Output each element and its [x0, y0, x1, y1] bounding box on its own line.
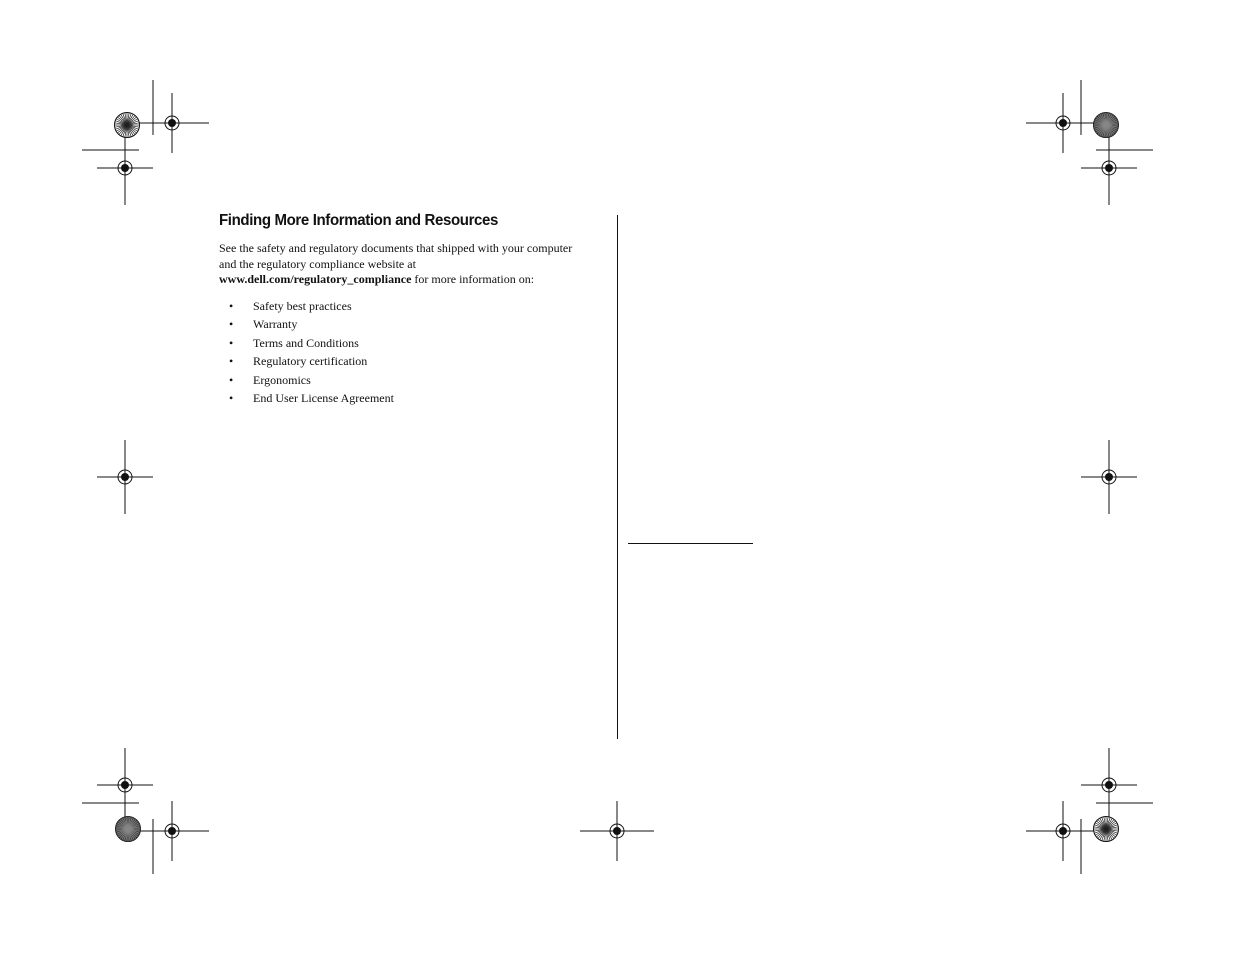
- intro-paragraph: [219, 241, 609, 288]
- registration-mark-icon: [135, 93, 209, 153]
- list-item-label: Warranty: [253, 317, 298, 332]
- intro-tail: for more information on:: [411, 272, 535, 286]
- registration-mark-icon: [1081, 748, 1137, 822]
- resource-list: [219, 297, 609, 409]
- bullet-icon: •: [229, 335, 234, 350]
- registration-mark-icon: [1081, 440, 1137, 514]
- bullet-icon: •: [229, 391, 234, 406]
- compliance-url[interactable]: www.dell.com/regulatory_compliance: [219, 272, 412, 286]
- list-item-label: Regulatory certification: [253, 354, 368, 369]
- bullet-icon: •: [229, 317, 234, 332]
- list-item-label: Ergonomics: [253, 372, 311, 387]
- list-item: [219, 297, 609, 316]
- color-bar-dial-icon: [116, 817, 141, 842]
- list-item-label: End User License Agreement: [253, 391, 394, 406]
- list-item: [219, 352, 609, 371]
- registration-mark-icon: [580, 801, 654, 861]
- list-item: [219, 371, 609, 390]
- intro-line-1: See the safety and regulatory documents that shipped with your computer: [219, 241, 573, 255]
- registration-mark-icon: [97, 440, 153, 514]
- list-item: [219, 315, 609, 334]
- registration-mark-icon: [135, 801, 209, 861]
- registration-mark-icon: [97, 748, 153, 822]
- list-item-label: Terms and Conditions: [253, 335, 359, 350]
- section-title: Finding More Information and Resources: [219, 212, 499, 229]
- registration-mark-icon: [1081, 131, 1137, 205]
- registration-mark-icon: [1026, 93, 1100, 153]
- registration-mark-icon: [1026, 801, 1100, 861]
- bullet-icon: •: [229, 372, 234, 387]
- intro-line-2: and the regulatory compliance website at: [219, 256, 416, 271]
- column-divider: [617, 215, 618, 739]
- bullet-icon: •: [229, 354, 234, 369]
- footnote-rule: [628, 543, 753, 544]
- color-bar-dial-icon: [1094, 817, 1119, 842]
- registration-mark-icon: [97, 131, 153, 205]
- list-item: [219, 334, 609, 353]
- bullet-icon: •: [229, 298, 234, 313]
- list-item: [219, 389, 609, 408]
- color-bar-dial-icon: [115, 113, 140, 138]
- color-bar-dial-icon: [1094, 113, 1119, 138]
- page-content: [219, 211, 609, 408]
- list-item-label: Safety best practices: [253, 298, 352, 313]
